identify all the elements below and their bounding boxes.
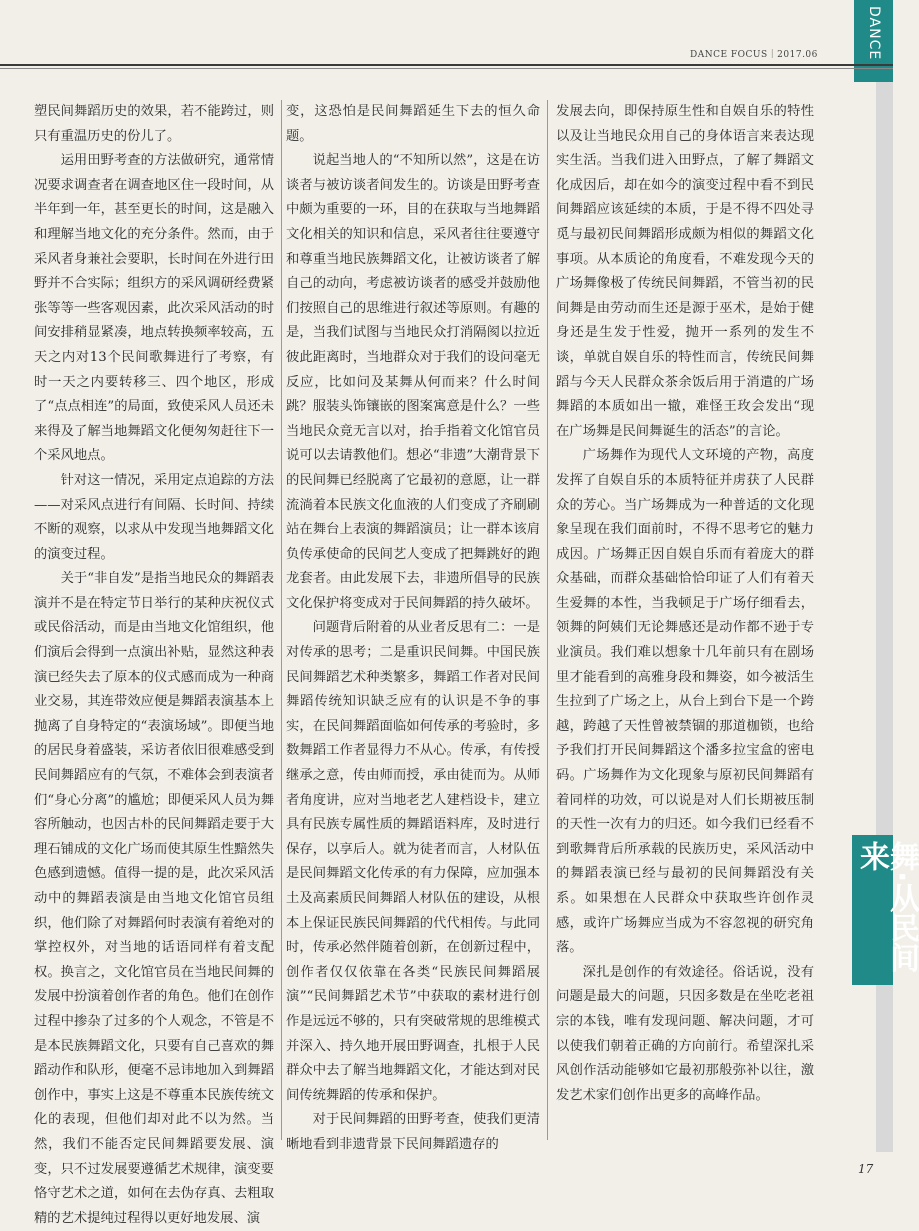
side-title-text: 舞·从民间来 [854,841,919,973]
column-1 [34,100,274,1231]
paragraph: 针对这一情况，采用定点追踪的方法——对采风点进行有间隔、长时间、持续不断的观察，以求从中发现当地舞蹈文化的演变过程。 [34,472,274,562]
header-rule-thin [0,68,893,69]
paragraph: 发展去向，即保持原生性和自娱自乐的特性以及让当地民众用自己的身体语言来表达现实生活。当我们进入田野点，了解了舞蹈文化成因后，却在如今的演变过程中看不到民间舞蹈应该延续的本质，于是不得不四处寻觅与最初民间舞蹈形成颇为相似的舞蹈文化事项。从本质论的角度看，不难发现今天的广场舞像极了传统民间舞蹈，不管当初的民间舞是由劳动而生还是源于巫术，是始于健身还是生发于性爱，抛开一系列的发生不谈，单就自娱自乐的特性而言，传统民间舞蹈与今天人民群众茶余饭后用于消遣的广场舞蹈的本质如出一辙，难怪王玫会发出“现在广场舞是民间舞诞生的活态”的言论。 [556,104,814,439]
paragraph: 塑民间舞蹈历史的效果，若不能跨过，则只有重温历史的份儿了。 [34,104,274,144]
side-tab-label: DANCE [866,6,882,61]
side-title [852,835,919,985]
paragraph: 问题背后附着的从业者反思有二：一是对传承的思考；二是重识民间舞。中国民族民间舞蹈艺术种类繁多，舞蹈工作者对民间舞蹈传统知识缺乏应有的认识是不争的事实，在民间舞蹈面临如何传承的考验时，多数舞蹈工作者显得力不从心。传承，有传授继承之意，传由师而授，承由徒而为。从师者角度讲，应对当地老艺人建档设卡，建立具有民族专属性质的舞蹈语料库，及时进行保存，以享后人。就为徒者而言，人材队伍是民间舞蹈文化传承的有力保障，应加强本土及高素质民间舞蹈人材队伍的建设，从根本上保证民族民间舞蹈的代代相传。与此同时，传承必然伴随着创新，在创新过程中，创作者仅仅依靠在各类“民族民间舞蹈展演”“民间舞蹈艺术节”中获取的素材进行创作是远远不够的，只有突破常规的思维模式并深入、持久地开展田野调查，扎根于人民群众中去了解当地舞蹈文化，才能达到对民间传统舞蹈的传承和保护。 [286,620,540,1103]
header-rule [0,64,893,66]
page-number: 17 [858,1162,874,1176]
column-3 [556,100,814,1108]
column-separator-2 [547,100,548,1140]
paragraph: 对于民间舞蹈的田野考查，使我们更清晰地看到非遗背景下民间舞蹈遗存的 [286,1112,540,1152]
paragraph: 广场舞作为现代人文环境的产物，高度发挥了自娱自乐的本质特征并虏获了人民群众的芳心。当广场舞成为一种普适的文化现象呈现在我们面前时，不得不思考它的魅力成因。广场舞正因自娱自乐而有着庞大的群众基础，而群众基础恰恰印证了人们有着天生爱舞的本性，当我顿足于广场仔细看去，领舞的阿姨们无论舞感还是动作都不逊于专业演员。我们难以想象十几年前只有在剧场里才能看到的高雅身段和舞姿，如今被活生生拉到了广场之上，从台上到台下是一个跨越，跨越了天性曾被禁锢的那道枷锁，也给予我们打开民间舞蹈这个潘多拉宝盒的密电码。广场舞作为文化现象与原初民间舞蹈有着同样的功效，可以说是对人们长期被压制的天性一次有力的归还。如今我们已经看不到歌舞背后所承载的民族历史，采风活动中的舞蹈表演已经与最初的民间舞蹈没有关系。如果想在人民群众中获取些许创作灵感，或许广场舞应当成为不容忽视的研究角落。 [556,448,814,956]
paragraph: 运用田野考查的方法做研究，通常情况要求调查者在调查地区住一段时间，从半年到一年，甚至更长的时间，这是融入和理解当地文化的充分条件。然而，由于采风者身兼社会要职，长时间在外进行田野并不合实际；组织方的采风调研经费紧张等等一些客观因素，此次采风活动的时间安排稍显紧凑，地点转换频率较高，五天之内对13个民间歌舞进行了考察，有时一天之内要转移三、四个地区，形成了“点点相连”的局面，致使采风人员还未来得及了解当地舞蹈文化便匆匆赶往下一个采风地点。 [34,153,274,464]
side-tab [854,0,893,82]
paragraph: 变，这恐怕是民间舞蹈延生下去的恒久命题。 [286,104,540,144]
column-separator-1 [281,100,282,1140]
paragraph: 关于“非自发”是指当地民众的舞蹈表演并不是在特定节日举行的某种庆祝仪式或民俗活动，而是由当地文化馆组织，他们演后会得到一点演出补贴，显然这种表演已经失去了原本的仪式感而成为一种商业交易，其连带效应便是舞蹈表演基本上抛离了自身特定的“表演场域”。即便当地的居民身着盛装，采访者依旧很难感受到民间舞蹈应有的气氛，不难体会到表演者们“身心分离”的尴尬；即便采风人员为舞容所触动，也因古朴的民间舞蹈走要于大理石铺成的文化广场而使其原生性黯然失色感到遗憾。值得一提的是，此次采风活动中的舞蹈表演是由当地文化馆官员组织，他们除了对舞蹈何时表演有着绝对的掌控权外，对当地的话语同样有着支配权。换言之，文化馆官员在当地民间舞的发展中扮演着创作者的角色。他们在创作过程中掺杂了过多的个人观念，不管是不是本民族舞蹈文化，只要有自己喜欢的舞蹈动作和队形，便毫不忌讳地加入到舞蹈创作中，事实上这是不尊重本民族传统文化的表现，但他们却对此不以为然。当然，我们不能否定民间舞蹈要发展、演变，只不过发展要遵循艺术规律，演变要恪守艺术之道，如何在去伪存真、去粗取精的艺术提纯过程得以更好地发展、演 [34,571,274,1226]
side-panel [876,82,893,1152]
running-head: DANCE FOCUS｜2017.06 [690,50,818,60]
column-2 [286,100,540,1158]
paragraph: 说起当地人的“不知所以然”，这是在访谈者与被访谈者间发生的。访谈是田野考查中颇为重要的一环，目的在获取与当地舞蹈文化相关的知识和信息，采风者往往要遵守和尊重当地民族舞蹈文化，让被访谈者了解自己的动向，考虑被访谈者的感受并鼓励他们按照自己的思维进行叙述等原则。有趣的是，当我们试图与当地民众打消隔阂以拉近彼此距离时，当地群众对于我们的设问毫无反应，比如问及某舞从何而来？什么时间跳？服装头饰镶嵌的图案寓意是什么？一些当地民众竟无言以对，抬手指着文化馆官员说可以去请教他们。想必“非遗”大潮背景下的民间舞已经脱离了它最初的意愿，让一群流淌着本民族文化血液的人们变成了齐刷刷站在舞台上表演的舞蹈演员；让一群本该肩负传承使命的民间艺人变成了把舞跳好的跑龙套者。由此发展下去，非遗所倡导的民族文化保护将变成对于民间舞蹈的持久破坏。 [286,153,540,611]
paragraph: 深扎是创作的有效途径。俗话说，没有问题是最大的问题，只因多数是在坐吃老祖宗的本钱，唯有发现问题、解决问题，才可以使我们朝着正确的方向前行。希望深扎采风创作活动能够如它最初那般弥补以往，激发艺术家们创作出更多的高峰作品。 [556,964,814,1103]
